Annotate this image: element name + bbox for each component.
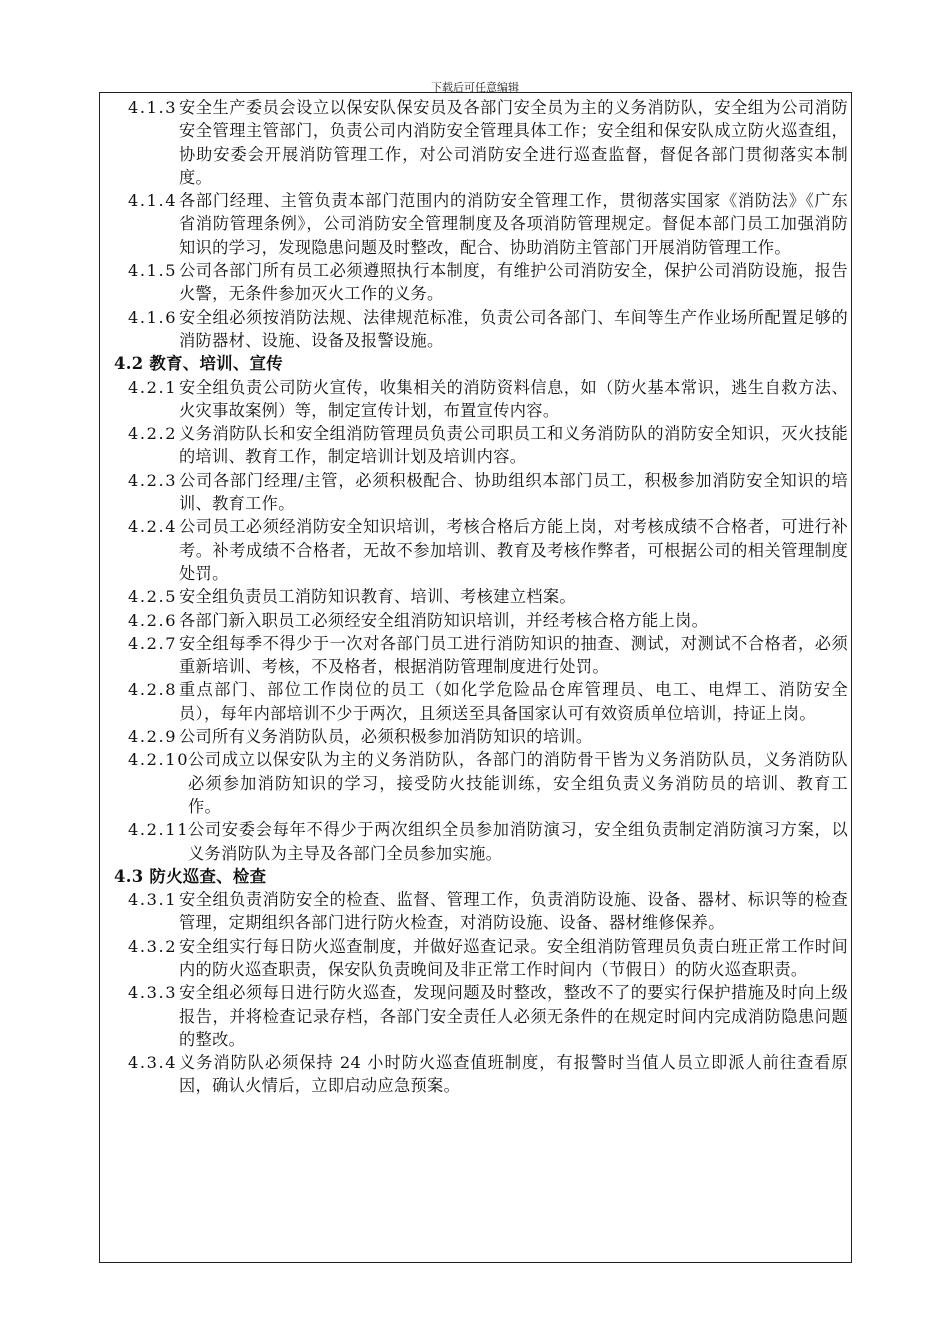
clause-item	[112, 515, 848, 585]
clause-number: 4.2.9	[128, 727, 178, 747]
clause-number: 4.1.4	[128, 191, 178, 211]
clause-number: 4.2.1	[128, 377, 178, 397]
clause-text: 公司成立以保安队为主的义务消防队，各部门的消防骨干皆为义务消防队员，义务消防队必须参加消防知识的学习，接受防火技能训练，安全组负责义务消防员的培训、教育工作。	[188, 750, 848, 816]
section-heading: 4.3 防火巡查、检查	[114, 866, 267, 886]
clause-item	[112, 818, 848, 865]
clause-number: 4.3.4	[128, 1053, 178, 1073]
clause-item	[112, 609, 848, 632]
clause-item	[112, 585, 848, 608]
clause-text: 义务消防队长和安全组消防管理员负责公司职员工和义务消防队的消防安全知识，灭火技能的培训、教育工作，制定培训计划及培训内容。	[179, 424, 848, 467]
clause-text: 公司所有义务消防队员，必须积极参加消防知识的培训。	[179, 727, 593, 747]
clause-text: 安全组每季不得少于一次对各部门员工进行消防知识的抽查、测试，对测试不合格者，必须重新培训、考核，不及格者，根据消防管理制度进行处罚。	[179, 633, 848, 677]
clause-number: 4.2.7	[128, 633, 178, 653]
clause-number: 4.2.3	[128, 470, 178, 490]
clause-item	[112, 632, 848, 679]
clause-text: 安全生产委员会设立以保安队保安员及各部门安全员为主的义务消防队，安全组为公司消防安全管理主管部门，负责公司内消防安全管理具体工作；安全组和保安队成立防火巡查组，协助安委会开展消防管理工作，对公司消防安全进行巡查监督，督促各部门贯彻落实本制度。	[179, 98, 848, 187]
clause-text: 公司各部门所有员工必须遵照执行本制度，有维护公司消防安全，保护公司消防设施，报告火警，无条件参加灭火工作的义务。	[179, 261, 848, 304]
clause-text: 安全组实行每日防火巡查制度，并做好巡查记录。安全组消防管理员负责白班正常工作时间内的防火巡查职责，保安队负责晚间及非正常工作时间内（节假日）的防火巡查职责。	[179, 936, 848, 979]
document-body	[112, 96, 848, 1098]
clause-item	[112, 422, 848, 469]
clause-item	[112, 376, 848, 423]
clause-item	[112, 678, 848, 725]
clause-number: 4.3.1	[128, 890, 178, 910]
clause-number: 4.2.4	[128, 517, 178, 537]
clause-item	[112, 935, 848, 982]
clause-item	[112, 888, 848, 935]
page-header-note: 下载后可任意编辑	[431, 81, 519, 94]
clause-text: 公司员工必须经消防安全知识培训，考核合格后方能上岗，对考核成绩不合格者，可进行补考。补考成绩不合格者，无故不参加培训、教育及考核作弊者，可根据公司的相关管理制度处罚。	[179, 517, 848, 583]
clause-number: 4.2.11	[128, 820, 190, 840]
clause-text: 重点部门、部位工作岗位的员工（如化学危险品仓库管理员、电工、电焊工、消防安全员），每年内部培训不少于两次，且须送至具备国家认可有效资质单位培训，持证上岗。	[179, 680, 848, 723]
clause-item	[112, 259, 848, 306]
clause-item	[112, 306, 848, 353]
clause-text: 安全组负责员工消防知识教育、培训、考核建立档案。	[179, 587, 576, 607]
clause-number: 4.3.2	[128, 936, 178, 956]
clause-item	[112, 981, 848, 1051]
clause-number: 4.3.3	[128, 983, 178, 1003]
clause-item	[112, 725, 848, 748]
clause-text: 安全组负责公司防火宣传，收集相关的消防资料信息，如（防火基本常识，逃生自救方法、火灾事故案例）等，制定宣传计划，布置宣传内容。	[179, 377, 848, 420]
clause-number: 4.1.3	[128, 98, 178, 117]
clause-text: 安全组必须按消防法规、法律规范标准，负责公司各部门、车间等生产作业场所配置足够的消防器材、设施、设备及报警设施。	[179, 307, 848, 350]
clause-item	[112, 469, 848, 516]
section-heading: 4.2 教育、培训、宣传	[114, 354, 283, 374]
clause-number: 4.2.2	[128, 424, 178, 444]
clause-text: 各部门经理、主管负责本部门范围内的消防安全管理工作，贯彻落实国家《消防法》《广东省消防管理条例》，公司消防安全管理制度及各项消防管理规定。督促本部门员工加强消防知识的学习，发现隐患问题及时整改，配合、协助消防主管部门开展消防管理工作。	[179, 191, 848, 257]
clause-item	[112, 1051, 848, 1098]
clause-item	[112, 748, 848, 818]
clause-text: 安全组必须每日进行防火巡查，发现问题及时整改，整改不了的要实行保护措施及时向上级报告，并将检查记录存档，各部门安全责任人必须无条件的在规定时间内完成消防隐患问题的整改。	[179, 983, 848, 1049]
clause-text: 义务消防队必须保持 24 小时防火巡查值班制度，有报警时当值人员立即派人前往查看原因，确认火情后，立即启动应急预案。	[179, 1053, 848, 1096]
clause-text: 安全组负责消防安全的检查、监督、管理工作，负责消防设施、设备、器材、标识等的检查管理，定期组织各部门进行防火检查，对消防设施、设备、器材维修保养。	[179, 890, 848, 933]
clause-text: 各部门新入职员工必须经安全组消防知识培训，并经考核合格方能上岗。	[179, 610, 709, 630]
clause-item	[112, 189, 848, 259]
clause-number: 4.1.5	[128, 261, 178, 281]
clause-number: 4.2.10	[128, 750, 190, 770]
clause-number: 4.2.8	[128, 680, 178, 700]
clause-number: 4.1.6	[128, 307, 178, 327]
clause-item	[112, 96, 848, 189]
clause-text: 公司安委会每年不得少于两次组织全员参加消防演习，安全组负责制定消防演习方案，以义务消防队为主导及各部门全员参加实施。	[188, 820, 848, 863]
clause-text: 公司各部门经理/主管，必须积极配合、协助组织本部门员工，积极参加消防安全知识的培训、教育工作。	[179, 470, 848, 514]
clause-number: 4.2.5	[128, 587, 178, 607]
clause-number: 4.2.6	[128, 610, 178, 630]
